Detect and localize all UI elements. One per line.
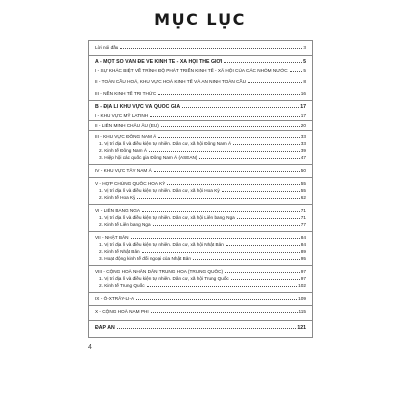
divider <box>89 120 312 121</box>
toc-subentry[interactable]: 3. Hoạt động kinh tế đối ngoại của Nhật Bản 95 <box>99 256 306 261</box>
toc-entry[interactable]: VI - LIÊN BANG NGA 71 <box>95 208 306 213</box>
toc-entry[interactable]: I - KHU VỰC MỸ LATINH 17 <box>95 113 306 118</box>
divider <box>89 164 312 165</box>
toc-entry[interactable]: II - LIÊN MINH CHÂU ÂU (EU) 20 <box>95 123 306 128</box>
divider <box>89 305 312 306</box>
toc-subentry[interactable]: 2. Kinh tế Trung Quốc 102 <box>99 283 306 288</box>
table-of-contents <box>88 40 313 338</box>
toc-entry[interactable]: II - TOÀN CẦU HOÁ, KHU VỰC HOÁ KINH TẾ VÀ AN NINH TOÀN CẦU 8 <box>95 79 306 84</box>
toc-subentry[interactable]: 3. Hiệp hội các quốc gia Đông Nam Á (ASEAN) 47 <box>99 155 306 160</box>
toc-subentry[interactable]: 1. Vị trí địa lí và điều kiện tự nhiên. Dân cư, xã hội Đông Nam Á 33 <box>99 141 306 146</box>
divider <box>89 320 312 321</box>
divider <box>89 55 312 56</box>
toc-section-answers[interactable]: ĐÁP ÁN 121 <box>95 325 306 331</box>
toc-entry[interactable]: VII - NHẬT BẢN 84 <box>95 235 306 240</box>
toc-entry[interactable]: VIII - CỘNG HOÀ NHÂN DÂN TRUNG HOA (TRUNG QUỐC) 97 <box>95 269 306 274</box>
toc-entry[interactable]: III - NỀN KINH TẾ TRI THỨC 16 <box>95 91 306 96</box>
toc-subentry[interactable]: 2. Kinh tế Liên bang Nga 77 <box>99 222 306 227</box>
page-title: MỤC LỤC <box>154 10 246 29</box>
toc-section-a[interactable]: A - MỘT SỐ VẤN ĐỀ VỀ KINH TẾ - XÃ HỘI THẾ GIỚI 5 <box>95 59 306 65</box>
toc-entry[interactable]: V - HỢP CHỦNG QUỐC HOA KỲ 55 <box>95 181 306 186</box>
toc-subentry[interactable]: 1. Vị trí địa lí và điều kiện tự nhiên. Dân cư, xã hội Trung Quốc 97 <box>99 276 306 281</box>
divider <box>89 292 312 293</box>
toc-entry[interactable]: IV - KHU VỰC TÂY NAM Á 50 <box>95 168 306 173</box>
toc-subentry[interactable]: 2. Kinh tế Đông Nam Á 39 <box>99 148 306 153</box>
toc-entry-preface[interactable]: Lời nói đầu 3 <box>95 45 306 50</box>
toc-section-b[interactable]: B - ĐỊA LÍ KHU VỰC VÀ QUỐC GIA 17 <box>95 104 306 110</box>
toc-entry[interactable]: I - SỰ KHÁC BIỆT VỀ TRÌNH ĐỘ PHÁT TRIỂN KINH TẾ - XÃ HỘI CỦA CÁC NHÓM NƯỚC 5 <box>95 68 306 73</box>
toc-subentry[interactable]: 1. Vị trí địa lí và điều kiện tự nhiên. Dân cư, xã hội Nhật Bản 84 <box>99 242 306 247</box>
divider <box>89 231 312 232</box>
toc-subentry[interactable]: 2. Kinh tế Nhật Bản 89 <box>99 249 306 254</box>
toc-entry[interactable]: X - CỘNG HOÀ NAM PHI 115 <box>95 309 306 314</box>
divider <box>89 100 312 101</box>
divider <box>89 130 312 131</box>
toc-subentry[interactable]: 1. Vị trí địa lí và điều kiện tự nhiên. Dân cư, xã hội Hoa Kỳ 55 <box>99 188 306 193</box>
toc-entry[interactable]: IX - Ô-XTRÂY-LI-A 109 <box>95 296 306 301</box>
divider <box>89 265 312 266</box>
toc-subentry[interactable]: 2. Kinh tế Hoa Kỳ 62 <box>99 195 306 200</box>
divider <box>89 177 312 178</box>
divider <box>89 204 312 205</box>
toc-entry[interactable]: III - KHU VỰC ĐÔNG NAM Á 33 <box>95 134 306 139</box>
toc-subentry[interactable]: 1. Vị trí địa lí và điều kiện tự nhiên. Dân cư, xã hội Liên bang Nga 71 <box>99 215 306 220</box>
page-number: 4 <box>88 344 92 351</box>
